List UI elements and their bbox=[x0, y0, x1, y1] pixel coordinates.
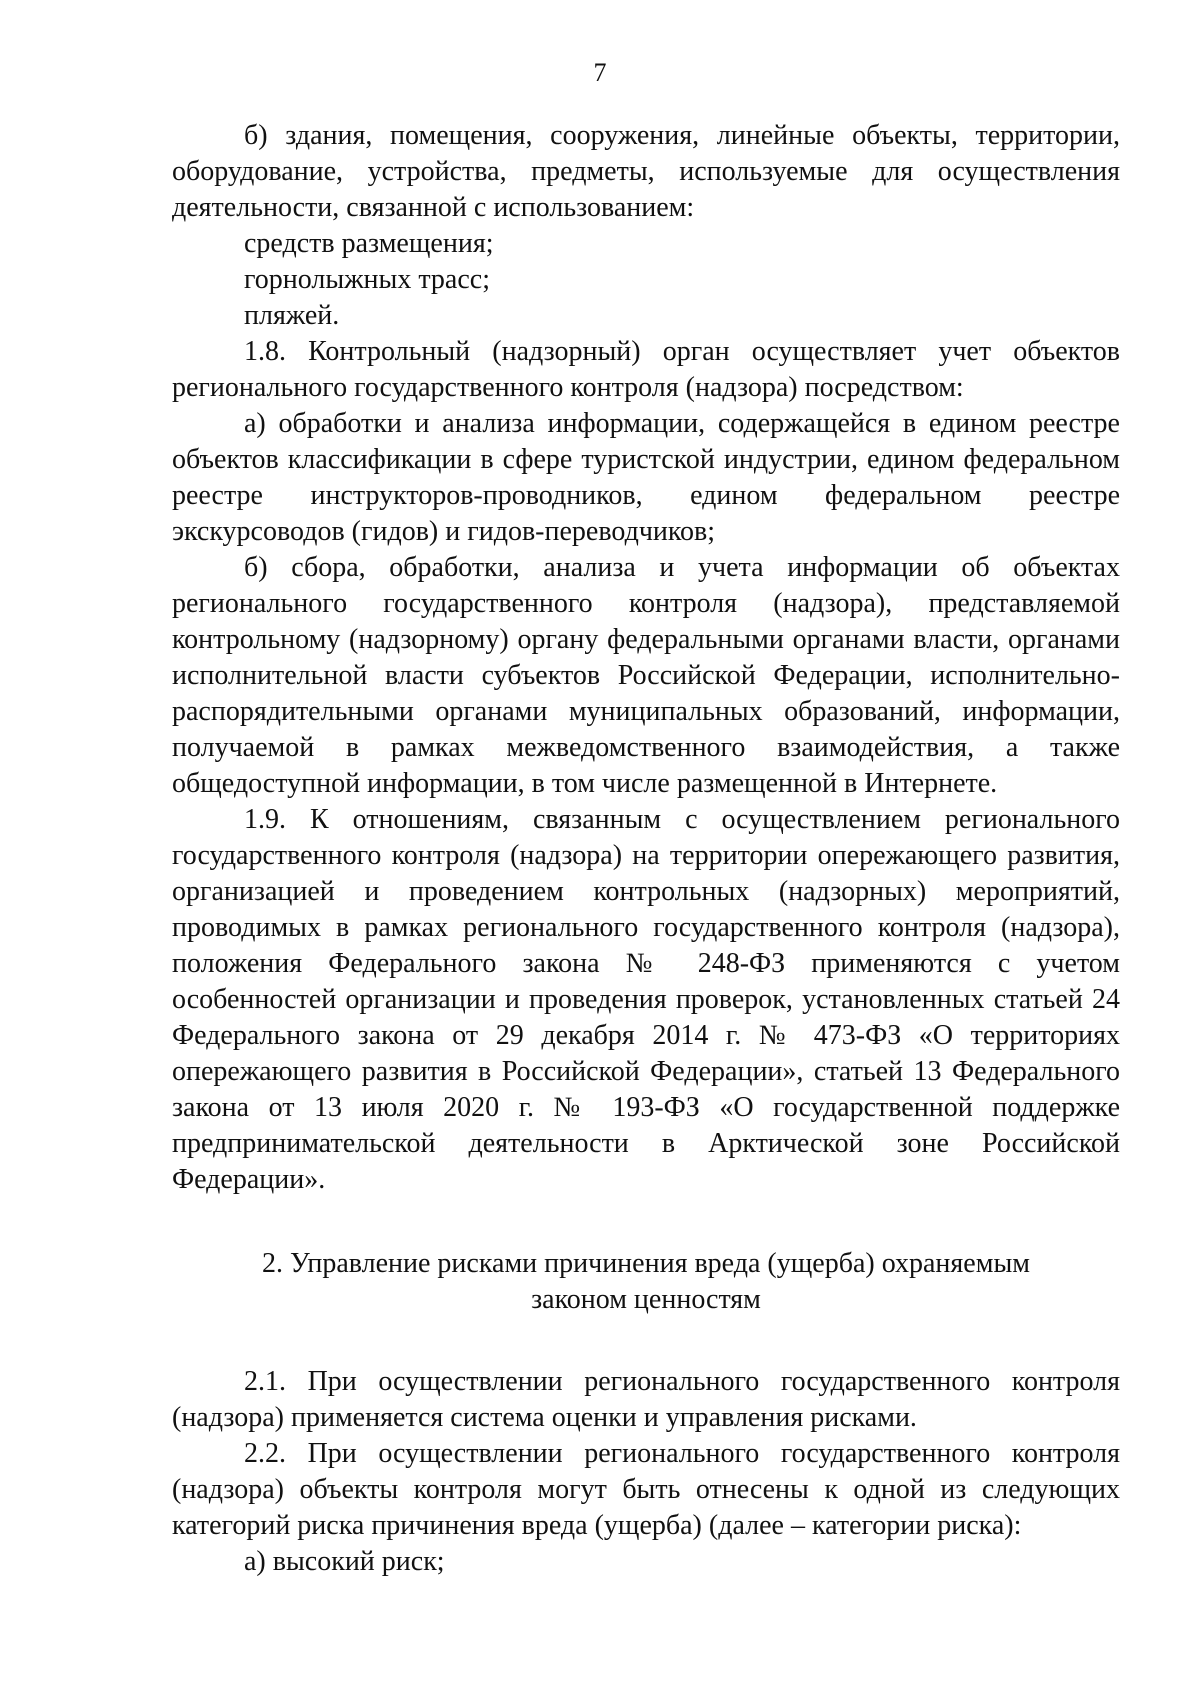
paragraph-1-8-a: а) обработки и анализа информации, содержащейся в едином реестре объектов классификации в сфере туристской индустрии, едином федеральном реестре инструкторов-проводников, едином федеральном реестре экскурсоводов (гидов) и гидов-переводчиков; bbox=[172, 408, 1120, 547]
paragraph-1-8: 1.8. Контрольный (надзорный) орган осуществляет учет объектов регионального государственного контроля (надзора) посредством: bbox=[172, 336, 1120, 403]
paragraph-2-2: 2.2. При осуществлении регионального государственного контроля (надзора) объекты контроля могут быть отнесены к одной из следующих категорий риска причинения вреда (ущерба) (далее – категории риска): bbox=[172, 1438, 1120, 1541]
paragraph-2-1: 2.1. При осуществлении регионального государственного контроля (надзора) применяется система оценки и управления рисками. bbox=[172, 1366, 1120, 1433]
list-item-beaches: пляжей. bbox=[244, 300, 340, 331]
section-heading: 2. Управление рисками причинения вреда (ущерба) охраняемым законом ценностям bbox=[262, 1248, 1030, 1315]
page-number: 7 bbox=[593, 58, 607, 87]
list-item-high-risk: а) высокий риск; bbox=[244, 1546, 445, 1577]
paragraph-1-8-b: б) сбора, обработки, анализа и учета информации об объектах регионального государственного контроля (надзора), представляемой контрольному (надзорному) органу федеральными органами власти, органами исполнительной власти субъектов Российской Федерации, исполнительно-распорядительными органами муниципальных образований, информации, получаемой в рамках межведомственного взаимодействия, а также общедоступной информации, в том числе размещенной в Интернете. bbox=[172, 552, 1120, 799]
list-item-accommodation: средств размещения; bbox=[244, 228, 494, 259]
paragraph-1-9: 1.9. К отношениям, связанным с осуществлением регионального государственного контроля (надзора) на территории опережающего развития, организацией и проведением контрольных (надзорных) мероприятий, проводимых в рамках регионального государственного контроля (надзора), положения Федерального закона № 248-ФЗ применяются с учетом особенностей организации и проведения проверок, установленных статьей 24 Федерального закона от 29 декабря 2014 г. № 473-ФЗ «О территориях опережающего развития в Российской Федерации», статьей 13 Федерального закона от 13 июля 2020 г. № 193-ФЗ «О государственной поддержке предпринимательской деятельности в Арктической зоне Российской Федерации». bbox=[172, 804, 1120, 1195]
paragraph-buildings: б) здания, помещения, сооружения, линейные объекты, территории, оборудование, устройства, предметы, используемые для осуществления деятельности, связанной с использованием: bbox=[172, 120, 1120, 223]
list-item-ski-slopes: горнолыжных трасс; bbox=[244, 264, 490, 295]
document-body bbox=[172, 118, 1120, 1580]
